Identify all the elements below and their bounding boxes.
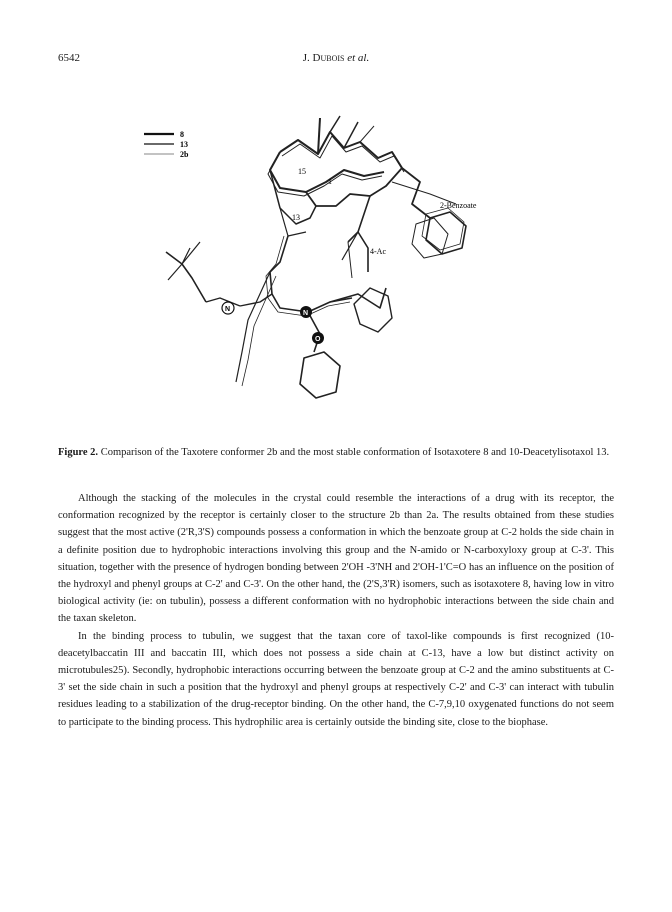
label-c1: 1	[328, 177, 332, 186]
label-c13: 13	[292, 213, 300, 222]
atom-label-n-taxotere: N	[303, 310, 309, 317]
figure-caption-text: Comparison of the Taxotere conformer 2b and the most stable conformation of Isotaxotere 8 and 10-Deacetylisotaxol 13.	[98, 447, 610, 458]
running-header-etal: et al.	[347, 52, 370, 64]
paragraph-1: Although the stacking of the molecules in the crystal could resemble the interactions of a drug with its receptor, the conformation recognized by the receptor is certainly closer to the structure 2b than 2a. The results obtained from these studies suggest that the most active (2'R,3'S) compounds possess a conformation in which the benzoate group at C-2 holds the side chain in a definite position due to hydrophobic interactions involving this group and the N-amido or N-carboxyloxy group at C-3'. This situation, together with the presence of hydrogen bonding between 2'OH -3'NH and 2'OH-1'C=O has an influence on the position of the hydroxyl and phenyl groups at C-2' and C-3'. On the other hand, the (2'S,3'R) isomers, such as isotaxotere 8, having low in vitro biological activity (ie: on tubulin), possess a different conformation with no hydrophobic interactions between the side chain and the taxan skeleton.	[58, 493, 614, 625]
atom-label-o: O	[315, 336, 321, 343]
page-number: 6542	[58, 52, 80, 64]
label-2-benzoate: 2-Benzoate	[440, 201, 477, 210]
body-text	[58, 490, 614, 731]
figure-legend	[144, 130, 189, 159]
figure-caption	[58, 446, 614, 460]
legend-label-13: 13	[180, 140, 188, 149]
running-header	[0, 52, 672, 64]
figure-caption-label: Figure 2.	[58, 447, 99, 458]
running-header-author: J. Dubois	[302, 52, 345, 64]
legend-label-2b: 2b	[180, 150, 189, 159]
label-c15: 15	[298, 167, 306, 176]
legend-label-8: 8	[180, 130, 184, 139]
molecule-overlay-drawing	[166, 116, 466, 398]
paragraph-2: In the binding process to tubulin, we suggest that the taxan core of taxol-like compounds is first recognized (10-deacetylbaccatin III and baccatin III, which does not possess a side chain at C-13, have a low but distinct activity on microtubules25). Secondly, hydrophobic interactions occurring between the benzoate group at C-2 and the amino substituents at C-3' set the side chain in such a position that the hydroxyl and phenyl groups at respectively C-2' and C-3' can interact with tubulin residues leading to a stabilization of the drug-receptor binding. On the other hand, the C-7,9,10 oxygenated functions do not seem to participate to the binding process. This hydrophilic area is certainly outside the binding site, close to the biophase.	[58, 630, 614, 728]
atom-label-n-isotaxotere: N	[225, 306, 231, 313]
label-4-ac: 4-Ac	[370, 247, 386, 256]
figure-2-molecular-overlay	[130, 112, 520, 432]
